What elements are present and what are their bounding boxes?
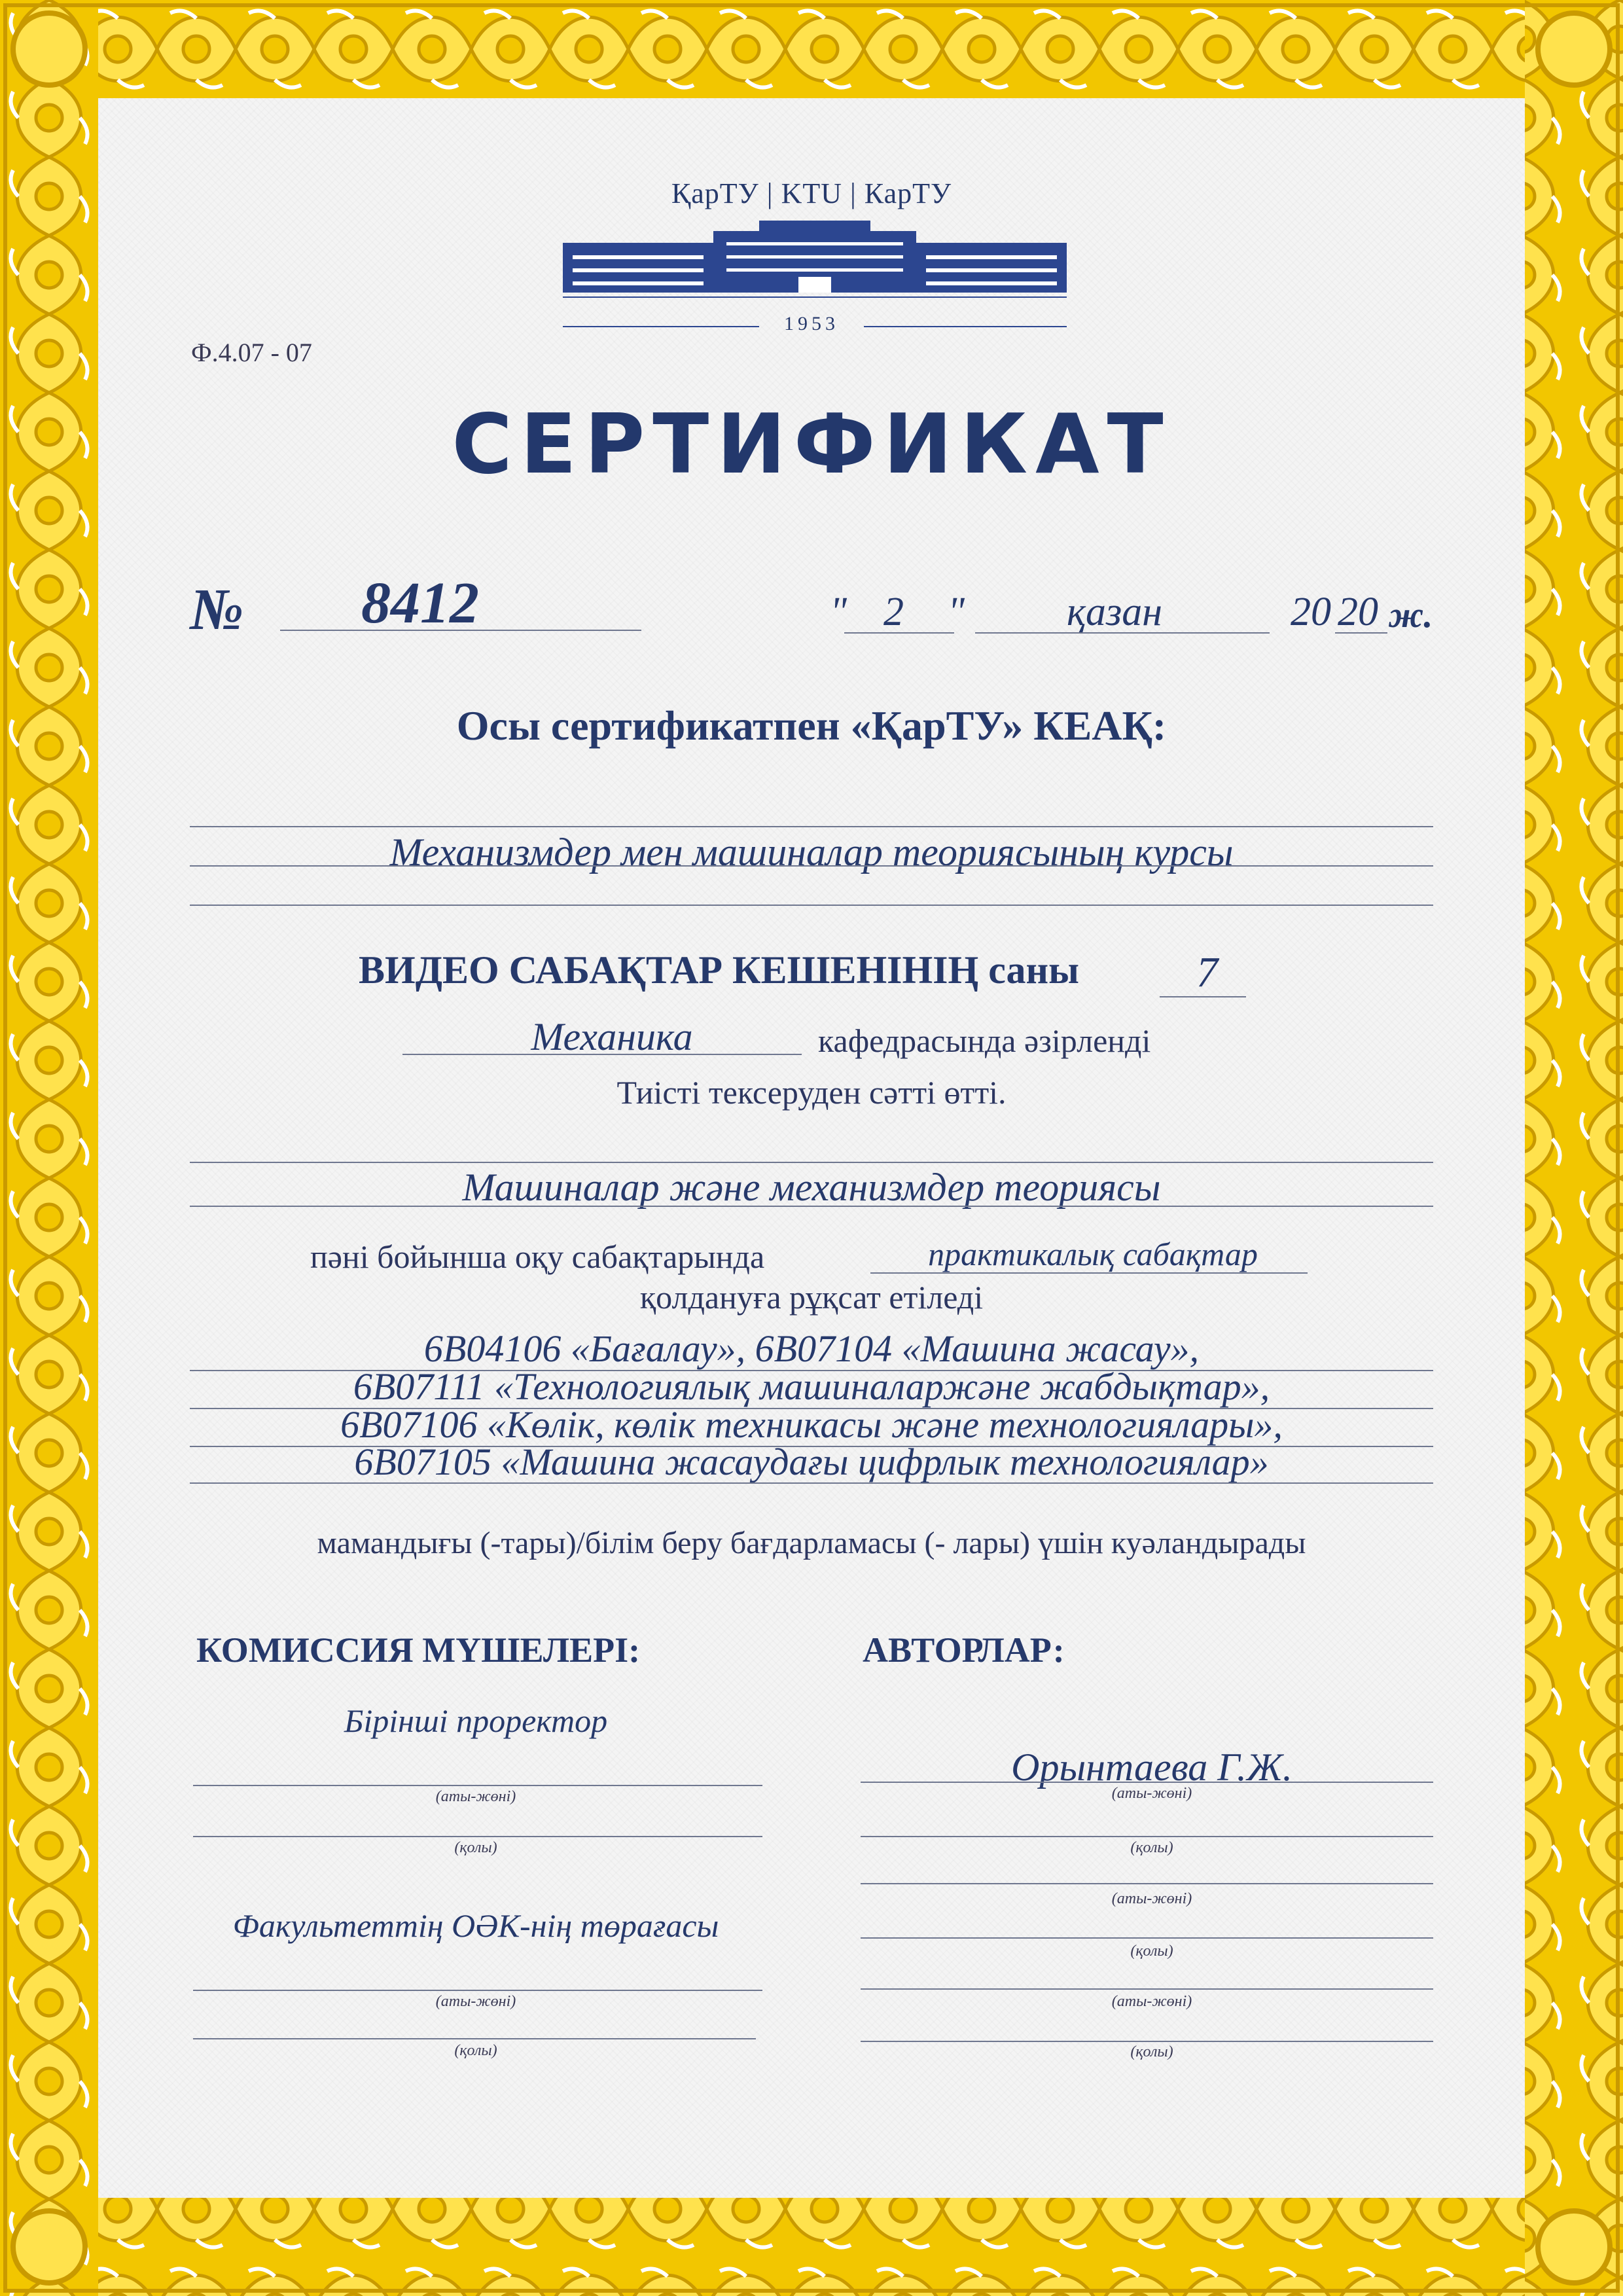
video-complex-label: ВИДЕО САБАҚТАР КЕШЕНІНІҢ саны (359, 948, 1079, 992)
date-day: 2 (883, 590, 904, 634)
date-close-quote: " (948, 590, 965, 634)
usage-prefix: пәні бойынша оқу сабақтарында (310, 1238, 765, 1275)
usage-value: практикалық сабақтар (928, 1236, 1258, 1272)
specialty-line-1: 6В04106 «Бағалау», 6В07104 «Машина жасау», (423, 1327, 1200, 1370)
number-sign: № (190, 577, 244, 642)
logo-year: 1953 (784, 313, 839, 334)
date-open-quote: " (830, 590, 847, 634)
specialty-line-2: 6В07111 «Технологиялық машиналаржәне жабдықтар», (353, 1365, 1270, 1408)
commission-heading: КОМИССИЯ МҮШЕЛЕРІ: (196, 1630, 641, 1670)
author-name-1: Орынтаева Г.Ж. (1011, 1746, 1293, 1789)
specialty-line-3: 6В07106 «Көлік, көлік техникасы және технологиялары», (340, 1403, 1283, 1446)
caption-name: (аты-жөні) (1111, 1890, 1192, 1907)
date-year-suffix: 20 (1338, 590, 1378, 634)
caption-signature: (қолы) (1130, 1839, 1173, 1856)
commission-role-1: Бірінші проректор (344, 1702, 608, 1739)
video-complex-count: 7 (1196, 948, 1218, 996)
authors-heading: АВТОРЛАР: (863, 1630, 1065, 1670)
caption-name: (аты-жөні) (435, 1788, 516, 1805)
logo-university-names: ҚарТУ | KTU | КарТУ (671, 177, 952, 209)
specialty-line-4: 6В07105 «Машина жасаудағы цифрлык технологиялар» (354, 1441, 1269, 1483)
page-title: СЕРТИФИКАТ (452, 396, 1171, 492)
department-suffix: кафедрасында әзірленді (818, 1022, 1151, 1059)
caption-name: (аты-жөні) (1111, 1785, 1192, 1802)
date-year-label: ж. (1389, 595, 1433, 636)
caption-name: (аты-жөні) (1111, 1993, 1192, 2010)
verified-statement: Тиісті тексеруден сәтті өтті. (616, 1074, 1007, 1111)
discipline-name: Машиналар және механизмдер теориясы (462, 1166, 1161, 1209)
recommend-statement: мамандығы (-тары)/білім беру бағдарламасы (- лары) үшін куәландырады (317, 1526, 1306, 1560)
department-name: Механика (531, 1015, 693, 1058)
course-title: Механизмдер мен машиналар теориясының курсы (389, 831, 1234, 874)
university-building-logo (563, 219, 1067, 311)
form-code: Ф.4.07 - 07 (191, 338, 312, 367)
caption-signature: (қолы) (454, 2042, 497, 2059)
caption-signature: (қолы) (454, 1839, 497, 1856)
certificate-number: 8412 (361, 571, 479, 636)
date-month: қазан (1067, 590, 1162, 634)
commission-role-2: Факультеттің ОӘК-нің төрағасы (232, 1907, 719, 1944)
usage-allowed: қолдануға рұқсат етіледі (639, 1279, 984, 1316)
caption-signature: (қолы) (1130, 2043, 1173, 2060)
intro-statement: Осы сертификатпен «ҚарТУ» КЕАҚ: (456, 702, 1167, 749)
caption-name: (аты-жөні) (435, 1993, 516, 2010)
date-year-prefix: 20 (1291, 590, 1331, 634)
caption-signature: (қолы) (1130, 1943, 1173, 1960)
